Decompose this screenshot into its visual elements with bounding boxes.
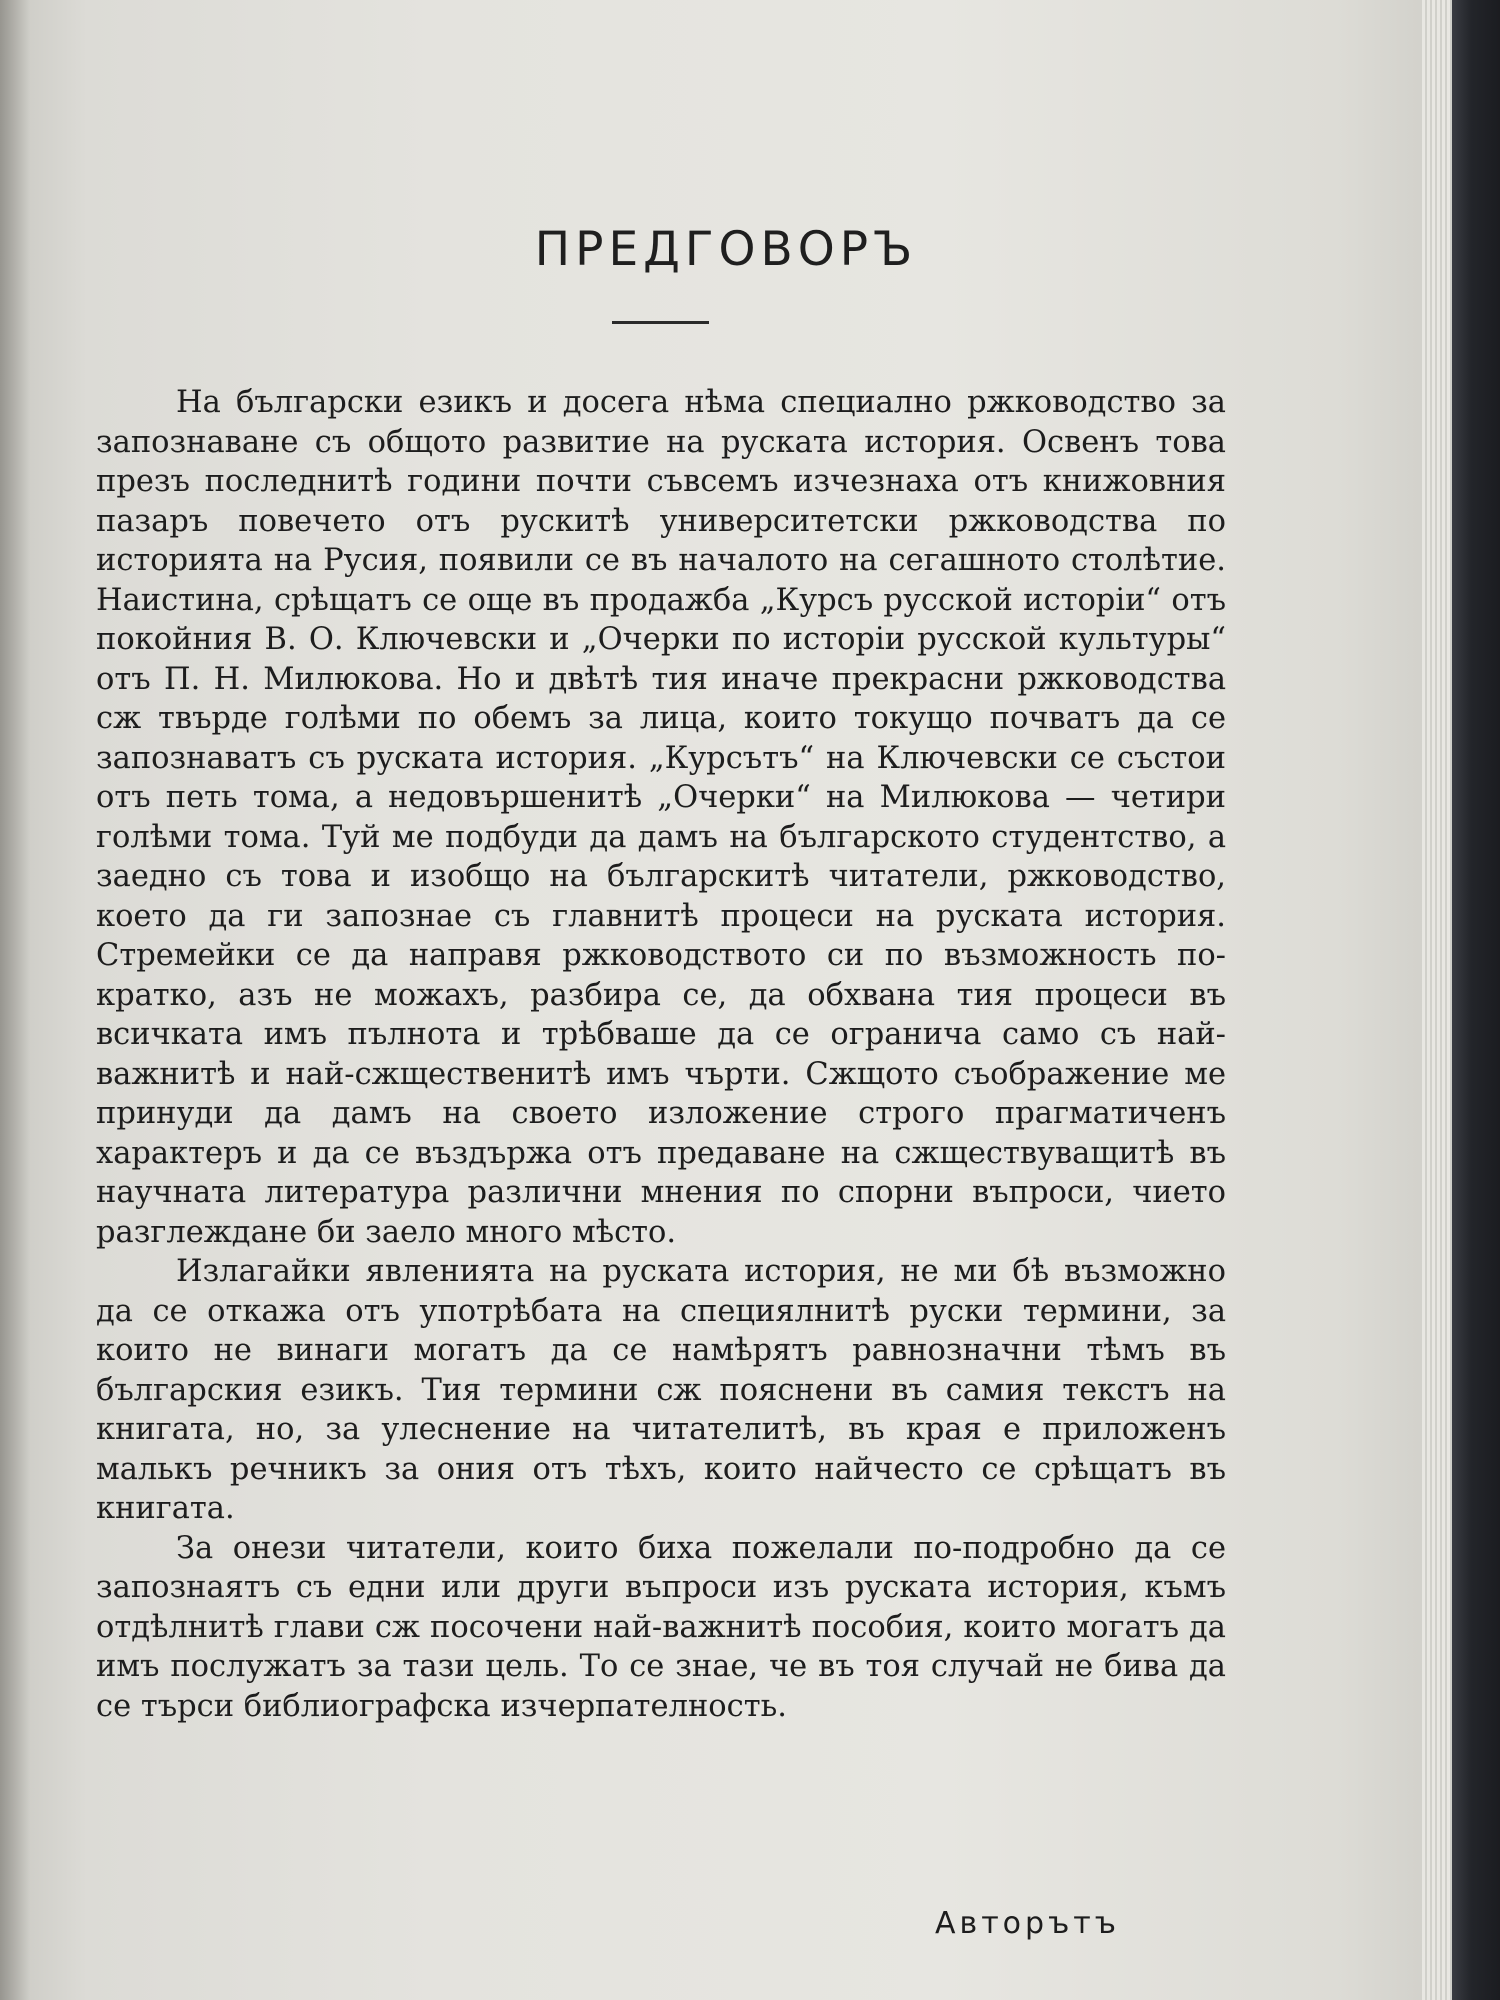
preface-body [96,383,1226,1726]
page-edges [1422,0,1452,2000]
paragraph: Излагайки явленията на руската история, не ми бѣ възможно да се откажа отъ употрѣбата на специялнитѣ руски термини, за които не винаги могатъ да се намѣрятъ равнозначни тѣмъ въ българския езикъ. Тия термини сж пояснени въ самия текстъ на книгата, но, за улеснение на читателитѣ, въ края е приложенъ малькъ речникъ за ония отъ тѣхъ, които найчесто се срѣщатъ въ книгата. [96,1254,1226,1526]
gutter-shadow [0,0,30,2000]
paragraph: На български езикъ и досега нѣма специално ржководство за запознаване съ общото развитие на руската история. Освенъ това презъ последнитѣ години почти съвсемъ изчезнаха отъ книжовния пазаръ повечето отъ рускитѣ университетски ржководства по историята на Русия, появили се въ началото на сегашното столѣтие. Наистина, срѣщатъ се още въ продажба „Курсъ русской исторіи“ отъ покойния В. О. Ключевски и „Очерки по исторіи русской культуры“ отъ П. Н. Милюкова. Но и двѣтѣ тия иначе прекрасни ржководства сж твърде голѣми по обемъ за лица, които токущо почватъ да се запознаватъ съ руската история. „Курсътъ“ на Ключевски се състои отъ петь тома, а недовършенитѣ „Очерки“ на Милюкова — четири голѣми тома. Туй ме подбуди да дамъ на българското студентство, а заедно съ това и изобщо на българскитѣ читатели, ржководство, което да ги запознае съ главнитѣ процеси на руската история. Стремейки се да направя ржководството си по възможность по-кратко, азъ не можахъ, разбира се, да обхвана тия процеси въ всичката имъ пълнота и трѣбваше да се огранича само съ най-важнитѣ и най-сжщественитѣ имъ чърти. Сжщото съображение ме принуди да дамъ на своето изложение строго прагматиченъ характеръ и да се въздържа отъ предаване на сжществуващитѣ въ научната литература различни мнения по спорни въпроси, чиeто разглеждане би заело много мѣсто. [96,385,1226,1250]
author-signature: Авторътъ [935,1906,1120,1941]
title-rule [612,321,709,324]
page-title: ПРЕДГОВОРЪ [534,222,918,277]
paragraph: За онези читатели, които биха пожелали по-подробно да се запознаятъ съ едни или други въпроси изъ руската история, къмъ отдѣлнитѣ глави сж посочени най-важнитѣ пособия, които могатъ да имъ послужатъ за тази цель. То се знае, че въ тоя случай не бива да се търси библиографска изчерпателность. [96,1530,1226,1724]
book-cover-edge [1452,0,1500,2000]
